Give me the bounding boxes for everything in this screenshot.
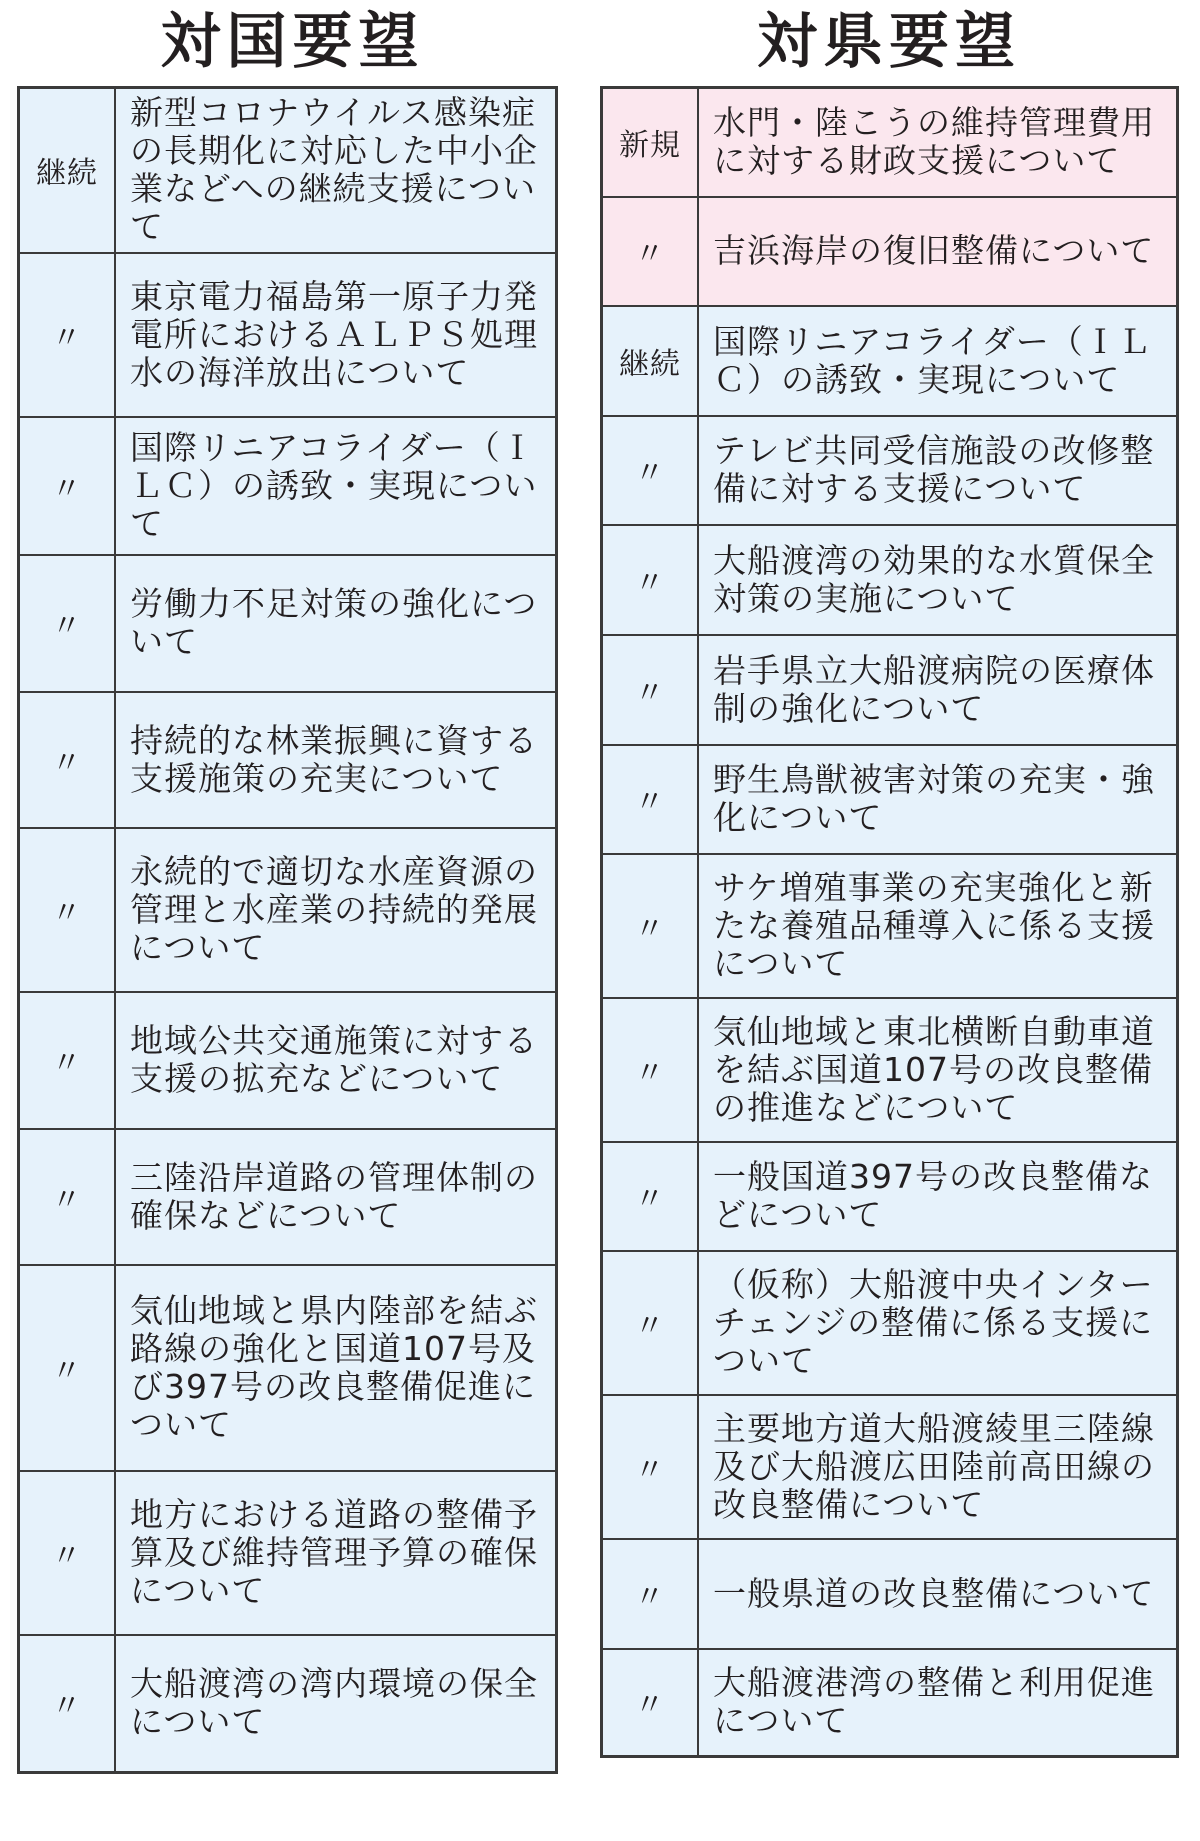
request-text: 一般国道397号の改良整備などについて	[698, 1142, 1178, 1251]
request-text: 新型コロナウイルス感染症の長期化に対応した中小企業などへの継続支援について	[115, 88, 557, 253]
prefectural-request-row	[602, 88, 1178, 197]
ditto-mark: 〃	[602, 745, 699, 854]
request-text: サケ増殖事業の充実強化と新たな養殖品種導入に係る支援について	[698, 854, 1178, 998]
ditto-mark: 〃	[602, 197, 699, 306]
ditto-mark: 〃	[19, 692, 116, 828]
prefectural-request-row	[602, 1251, 1178, 1395]
ditto-mark: 〃	[602, 998, 699, 1142]
national-request-row	[19, 1635, 557, 1773]
ditto-mark: 〃	[602, 1251, 699, 1395]
prefectural-request-row	[602, 1649, 1178, 1757]
status-label: 継続	[602, 306, 699, 416]
prefectural-request-row	[602, 635, 1178, 745]
ditto-mark: 〃	[602, 525, 699, 635]
ditto-mark: 〃	[19, 417, 116, 555]
prefectural-request-row	[602, 998, 1178, 1142]
prefectural-request-row	[602, 745, 1178, 854]
prefectural-request-row	[602, 197, 1178, 306]
national-request-row	[19, 253, 557, 417]
prefectural-request-row	[602, 1539, 1178, 1649]
national-request-row	[19, 555, 557, 692]
ditto-mark: 〃	[602, 416, 699, 525]
request-text: 吉浜海岸の復旧整備について	[698, 197, 1178, 306]
request-text: （仮称）大船渡中央インターチェンジの整備に係る支援について	[698, 1251, 1178, 1395]
national-request-row	[19, 992, 557, 1129]
ditto-mark: 〃	[602, 635, 699, 745]
request-text: 労働力不足対策の強化について	[115, 555, 557, 692]
prefectural-request-row	[602, 306, 1178, 416]
ditto-mark: 〃	[602, 1539, 699, 1649]
ditto-mark: 〃	[602, 1142, 699, 1251]
prefectural-request-row	[602, 1395, 1178, 1539]
request-text: 三陸沿岸道路の管理体制の確保などについて	[115, 1129, 557, 1265]
status-label: 継続	[19, 88, 116, 253]
ditto-mark: 〃	[19, 828, 116, 992]
ditto-mark: 〃	[19, 1265, 116, 1471]
request-text: 一般県道の改良整備について	[698, 1539, 1178, 1649]
prefectural-request-row	[602, 854, 1178, 998]
request-text: 持続的な林業振興に資する支援施策の充実について	[115, 692, 557, 828]
ditto-mark: 〃	[19, 1635, 116, 1773]
national-request-row	[19, 1471, 557, 1635]
ditto-mark: 〃	[602, 1649, 699, 1757]
national-request-row	[19, 1129, 557, 1265]
request-text: 野生鳥獣被害対策の充実・強化について	[698, 745, 1178, 854]
request-text: 岩手県立大船渡病院の医療体制の強化について	[698, 635, 1178, 745]
request-text: 大船渡港湾の整備と利用促進について	[698, 1649, 1178, 1757]
prefectural-request-row	[602, 1142, 1178, 1251]
ditto-mark: 〃	[19, 992, 116, 1129]
ditto-mark: 〃	[19, 1471, 116, 1635]
national-request-row	[19, 417, 557, 555]
request-text: 大船渡湾の湾内環境の保全について	[115, 1635, 557, 1773]
request-text: 気仙地域と東北横断自動車道を結ぶ国道107号の改良整備の推進などについて	[698, 998, 1178, 1142]
request-text: テレビ共同受信施設の改修整備に対する支援について	[698, 416, 1178, 525]
ditto-mark: 〃	[19, 1129, 116, 1265]
prefectural-request-row	[602, 525, 1178, 635]
ditto-mark: 〃	[19, 555, 116, 692]
request-text: 東京電力福島第一原子力発電所におけるＡＬＰＳ処理水の海洋放出について	[115, 253, 557, 417]
national-requests-table	[17, 86, 558, 1774]
national-request-row	[19, 1265, 557, 1471]
prefectural-requests-table	[600, 86, 1179, 1758]
request-text: 大船渡湾の効果的な水質保全対策の実施について	[698, 525, 1178, 635]
national-request-row	[19, 692, 557, 828]
ditto-mark: 〃	[602, 1395, 699, 1539]
request-text: 水門・陸こうの維持管理費用に対する財政支援について	[698, 88, 1178, 197]
ditto-mark: 〃	[602, 854, 699, 998]
ditto-mark: 〃	[19, 253, 116, 417]
national-request-row	[19, 88, 557, 253]
request-text: 主要地方道大船渡綾里三陸線及び大船渡広田陸前高田線の改良整備について	[698, 1395, 1178, 1539]
request-text: 永続的で適切な水産資源の管理と水産業の持続的発展について	[115, 828, 557, 992]
request-text: 国際リニアコライダー（ＩＬＣ）の誘致・実現について	[115, 417, 557, 555]
request-text: 気仙地域と県内陸部を結ぶ路線の強化と国道107号及び397号の改良整備促進について	[115, 1265, 557, 1471]
request-text: 国際リニアコライダー（ＩＬＣ）の誘致・実現について	[698, 306, 1178, 416]
request-text: 地域公共交通施策に対する支援の拡充などについて	[115, 992, 557, 1129]
request-text: 地方における道路の整備予算及び維持管理予算の確保について	[115, 1471, 557, 1635]
prefectural-requests-title: 対県要望	[757, 7, 1021, 77]
prefectural-request-row	[602, 416, 1178, 525]
national-requests-title: 対国要望	[160, 7, 425, 77]
status-label: 新規	[602, 88, 699, 197]
national-request-row	[19, 828, 557, 992]
